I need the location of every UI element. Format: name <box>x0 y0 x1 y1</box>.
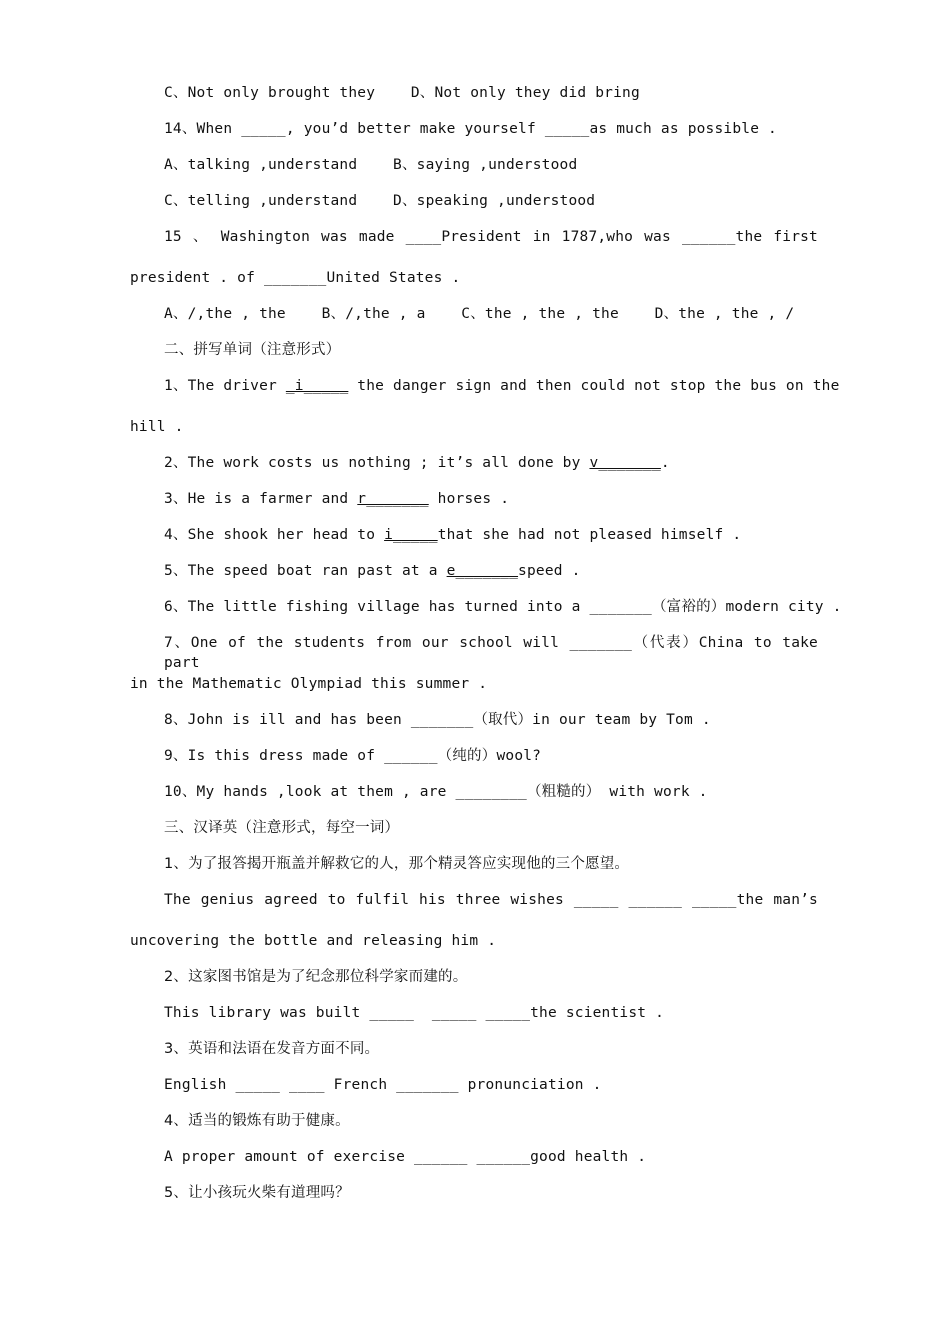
q4-blank: i_____ <box>384 527 438 543</box>
q14-options-cd: C、telling ,understand D、speaking ,understood <box>164 193 596 209</box>
q15-question-line1: 15 、 Washington was made ____President in 1787,who was ______the first <box>164 229 818 245</box>
spelling-q8: 8、John is ill and has been _______（取代）in our team by Tom . <box>164 712 711 728</box>
translation-q3-chinese: 3、英语和法语在发音方面不同。 <box>164 1041 380 1057</box>
translation-q1-english-line1: The genius agreed to fulfil his three wishes _____ ______ _____the man’s <box>164 892 818 908</box>
q1-text-b: the danger sign and then could not stop the bus on the <box>348 378 840 394</box>
spelling-q5 <box>164 561 581 581</box>
translation-q4-english: A proper amount of exercise ______ ______good health . <box>164 1149 647 1165</box>
spelling-q2 <box>164 453 670 473</box>
q5-blank: e_______ <box>446 563 519 579</box>
spelling-q10: 10、My hands ,look at them , are ________（粗糙的） with work . <box>164 784 708 800</box>
translation-q2-chinese: 2、这家图书馆是为了纪念那位科学家而建的。 <box>164 969 468 985</box>
section-heading-spelling: 二、拼写单词（注意形式） <box>164 342 341 358</box>
q14-options-ab: A、talking ,understand B、saying ,understood <box>164 157 578 173</box>
spelling-q4 <box>164 525 741 545</box>
spelling-q1-line1 <box>164 376 840 396</box>
q15-question-line2: president . of _______United States . <box>130 270 461 286</box>
translation-q1-chinese: 1、为了报答揭开瓶盖并解救它的人，那个精灵答应实现他的三个愿望。 <box>164 856 630 872</box>
q5-text-a: 5、The speed boat ran past at a <box>164 563 447 579</box>
translation-q3-english: English _____ ____ French _______ pronunciation . <box>164 1077 602 1093</box>
q13-options-cd: C、Not only brought they D、Not only they did bring <box>164 85 640 101</box>
translation-q2-english: This library was built _____ _____ _____the scientist . <box>164 1005 665 1021</box>
spelling-q7-line2: in the Mathematic Olympiad this summer . <box>130 676 488 692</box>
spelling-q3 <box>164 489 509 509</box>
q1-text-a: 1、The driver <box>164 378 286 394</box>
translation-q4-chinese: 4、适当的锻炼有助于健康。 <box>164 1113 350 1129</box>
q2-blank: v_______ <box>589 455 661 471</box>
q4-text-b: that she had not pleased himself . <box>437 527 742 543</box>
q14-question: 14、When _____, you’d better make yourself _____as much as possible . <box>164 121 777 137</box>
q2-text-b: . <box>660 455 670 471</box>
spelling-q1-line2: hill . <box>130 419 184 435</box>
spelling-q9: 9、Is this dress made of ______（纯的）wool? <box>164 748 542 764</box>
q3-text-b: horses . <box>428 491 510 507</box>
translation-q5-chinese: 5、让小孩玩火柴有道理吗？ <box>164 1185 350 1201</box>
section-heading-translation: 三、汉译英（注意形式，每空一词） <box>164 820 400 836</box>
q1-blank: _i_____ <box>285 378 349 394</box>
spelling-q7-line1: 7、One of the students from our school will _______（代表）China to take part <box>164 635 818 671</box>
q2-text-a: 2、The work costs us nothing ; it’s all done by <box>164 455 590 471</box>
translation-q1-english-line2: uncovering the bottle and releasing him . <box>130 933 497 949</box>
q3-blank: r_______ <box>357 491 429 507</box>
q3-text-a: 3、He is a farmer and <box>164 491 358 507</box>
q5-text-b: speed . <box>518 563 581 579</box>
q15-options: A、/,the , the B、/,the , a C、the , the , the D、the , the , / <box>164 306 795 322</box>
spelling-q6: 6、The little fishing village has turned into a _______（富裕的）modern city . <box>164 599 842 615</box>
q4-text-a: 4、She shook her head to <box>164 527 385 543</box>
